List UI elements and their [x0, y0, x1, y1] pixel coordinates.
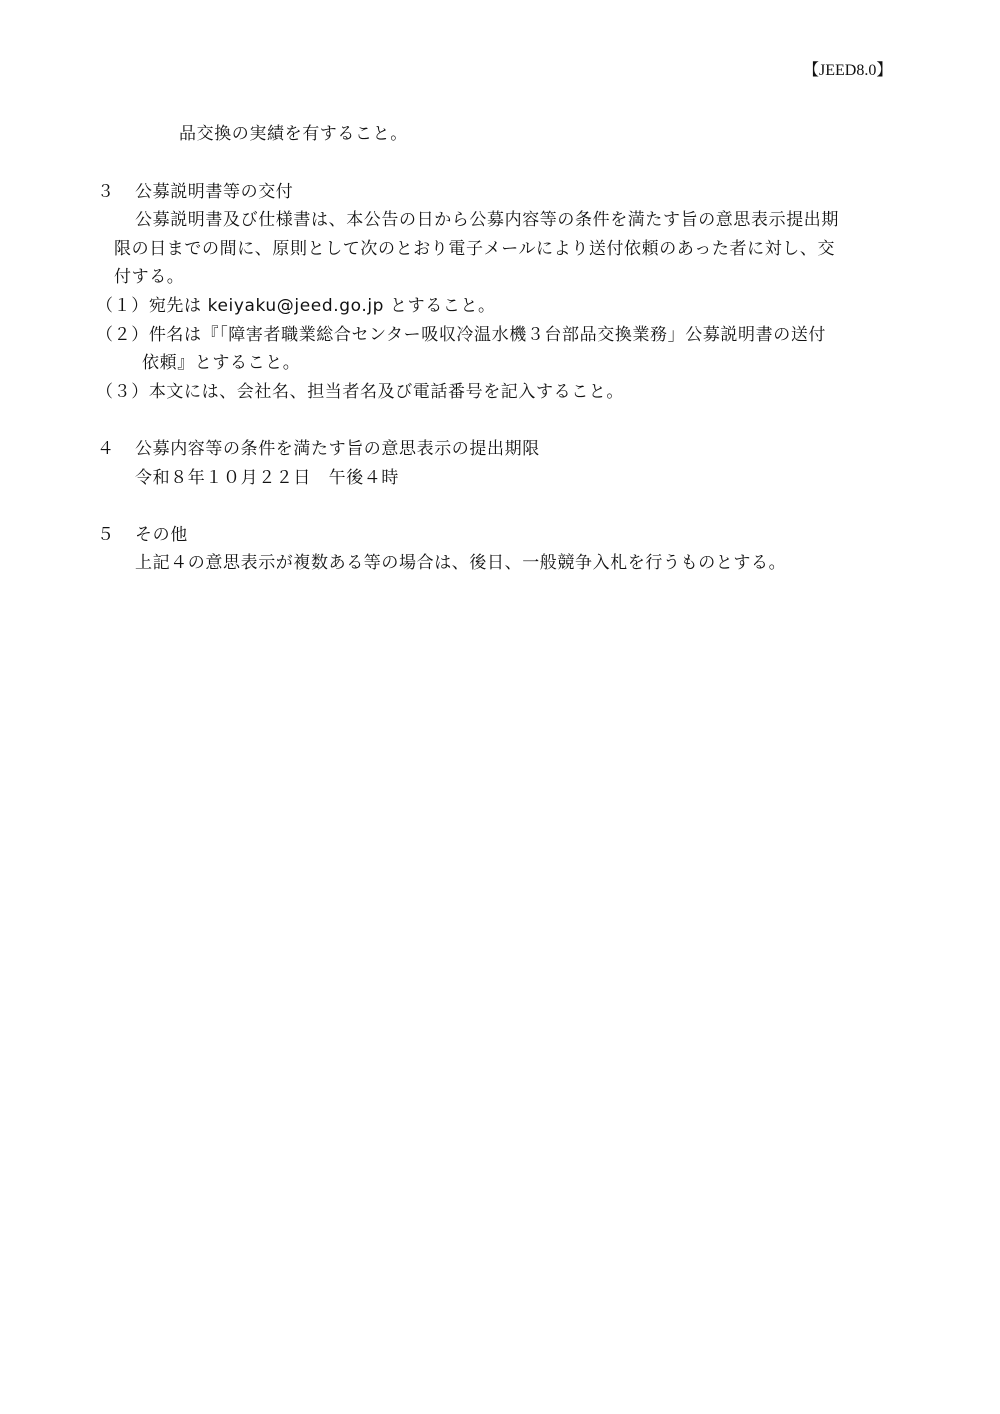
- section-3-item-2: [96, 324, 826, 346]
- item-2-text-line-1: 件名は『「障害者職業総合センター吸収冷温水機３台部品交換業務」公募説明書の送付: [148, 325, 827, 345]
- section-4-title: 公募内容等の条件を満たす旨の意思表示の提出期限: [135, 439, 540, 459]
- section-3-body-line-1: 公募説明書及び仕様書は、本公告の日から公募内容等の条件を満たす旨の意思表示提出期: [135, 210, 839, 230]
- section-3-body-line-3: 付する。: [114, 267, 185, 287]
- section-4-heading: [97, 438, 540, 460]
- section-3-body-line-2: 限の日までの間に、原則として次のとおり電子メールにより送付依頼のあった者に対し、交: [114, 239, 836, 259]
- section-5-heading: [97, 524, 188, 546]
- section-3-number: ３: [97, 182, 115, 202]
- section-5-number: ５: [97, 525, 115, 545]
- section-3-title: 公募説明書等の交付: [135, 182, 294, 202]
- section-4-number: ４: [97, 439, 115, 459]
- section-5-title: その他: [135, 525, 188, 545]
- item-1-text: 宛先は keiyaku@jeed.go.jp とすること。: [148, 296, 496, 316]
- item-3-text: 本文には、会社名、担当者名及び電話番号を記入すること。: [148, 382, 625, 402]
- document-id: 【JEED8.0】: [803, 62, 893, 79]
- section-4-body: 令和８年１０月２２日 午後４時: [135, 468, 399, 488]
- section-3-item-1: [96, 295, 496, 317]
- item-2-text-line-2: 依頼』とすること。: [142, 353, 301, 373]
- item-1-label: （１）: [96, 296, 149, 316]
- section-5-body: 上記４の意思表示が複数ある等の場合は、後日、一般競争入札を行うものとする。: [135, 553, 787, 573]
- continuation-text: 品交換の実績を有すること。: [179, 124, 408, 144]
- section-3-item-3: [96, 381, 624, 403]
- section-3-heading: [97, 181, 293, 203]
- item-3-label: （３）: [96, 382, 149, 402]
- item-2-label: （２）: [96, 325, 149, 345]
